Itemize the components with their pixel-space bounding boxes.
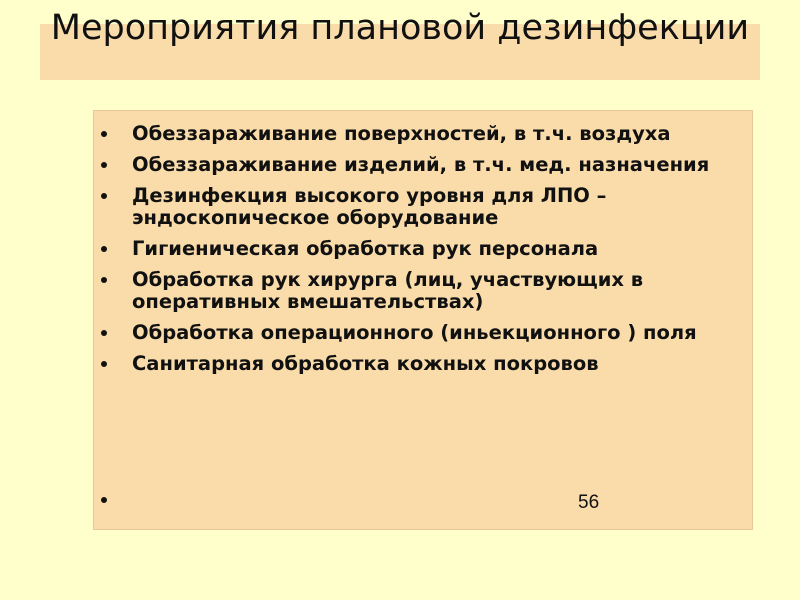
bullet-dot-icon <box>101 277 107 283</box>
bullet-text: Санитарная обработка кожных покровов <box>132 352 599 375</box>
slide-title: Мероприятия плановой дезинфекции <box>50 8 750 48</box>
bullet-item <box>94 238 752 260</box>
bullet-item <box>94 322 752 344</box>
bullet-dot-icon <box>101 193 107 199</box>
bullet-item <box>94 185 752 229</box>
bullet-item <box>94 123 752 145</box>
bullet-text: Обработка операционного (иньекционного ) поля <box>132 321 697 344</box>
bullet-item <box>94 269 752 313</box>
bullet-text: Обеззараживание поверхностей, в т.ч. воздуха <box>132 122 671 145</box>
bullet-list <box>94 123 752 384</box>
page-number: 56 <box>578 492 600 513</box>
bullet-dot-icon <box>101 246 107 252</box>
bullet-dot-icon <box>101 162 107 168</box>
empty-bullet-dot-icon <box>101 497 107 503</box>
bullet-item <box>94 353 752 375</box>
bullet-text: Дезинфекция высокого уровня для ЛПО – эндоскопическое оборудование <box>132 184 607 229</box>
content-box <box>93 110 753 530</box>
bullet-dot-icon <box>101 361 107 367</box>
bullet-text: Обеззараживание изделий, в т.ч. мед. назначения <box>132 153 710 176</box>
bullet-dot-icon <box>101 330 107 336</box>
bullet-item <box>94 154 752 176</box>
bullet-dot-icon <box>101 131 107 137</box>
bullet-text: Гигиеническая обработка рук персонала <box>132 237 599 260</box>
bullet-text: Обработка рук хирурга (лиц, участвующих в оперативных вмешательствах) <box>132 268 644 313</box>
